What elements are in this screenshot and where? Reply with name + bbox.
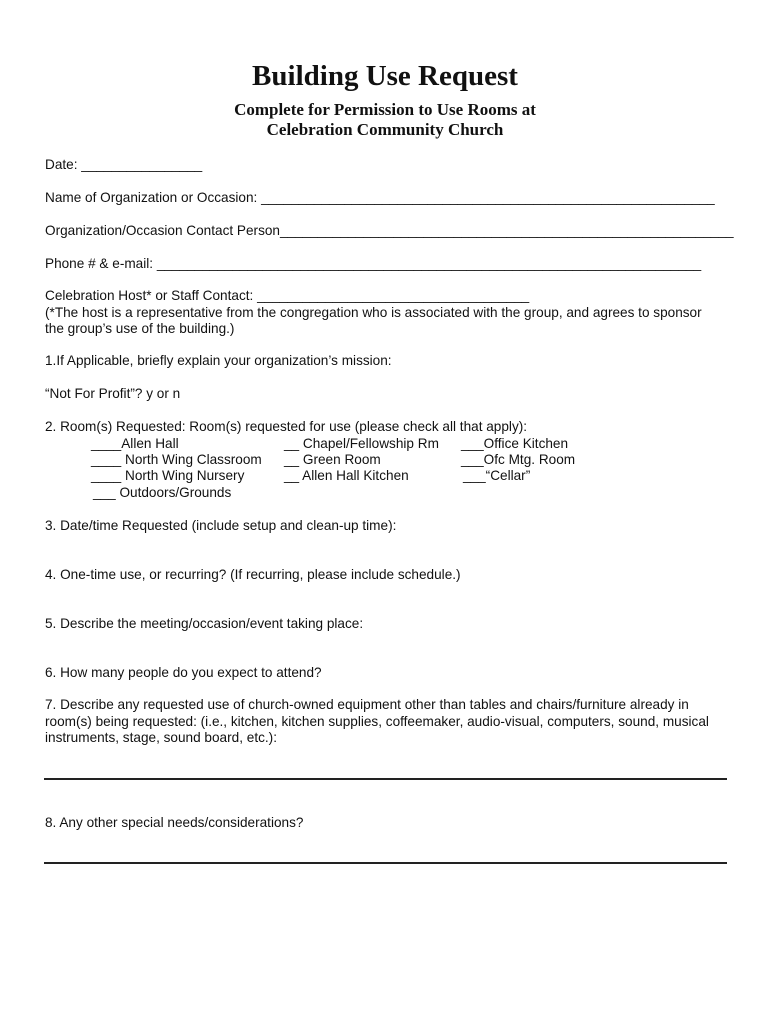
- question-4-recurring: 4. One-time use, or recurring? (If recurring, please include schedule.): [45, 567, 461, 582]
- host-note-line-1: (*The host is a representative from the congregation who is associated with the group, and agrees to sponsor: [45, 305, 702, 320]
- answer-line-question-8[interactable]: [44, 862, 727, 864]
- question-1-mission: 1.If Applicable, briefly explain your organization’s mission:: [45, 353, 392, 368]
- room-option-outdoors-grounds[interactable]: ___ Outdoors/Grounds: [93, 485, 232, 500]
- answer-line-question-7[interactable]: [44, 778, 727, 780]
- room-option-chapel-fellowship[interactable]: __ Chapel/Fellowship Rm: [284, 436, 439, 451]
- form-title: Building Use Request: [252, 60, 518, 92]
- organization-name-field[interactable]: Name of Organization or Occasion: ____________________________________________________________: [45, 190, 715, 205]
- form-subtitle-line-1: Complete for Permission to Use Rooms at: [234, 100, 536, 119]
- room-option-ofc-mtg-room[interactable]: ___Ofc Mtg. Room: [461, 452, 576, 467]
- host-note-line-2: the group’s use of the building.): [45, 321, 235, 336]
- question-5-describe-event: 5. Describe the meeting/occasion/event taking place:: [45, 616, 364, 631]
- question-3-date-time: 3. Date/time Requested (include setup and clean-up time):: [45, 518, 397, 533]
- form-subtitle-line-2: Celebration Community Church: [266, 120, 504, 139]
- question-7-line-1: 7. Describe any requested use of church-owned equipment other than tables and chairs/furniture already in: [45, 697, 689, 712]
- host-contact-field[interactable]: Celebration Host* or Staff Contact: ____________________________________: [45, 288, 530, 303]
- question-7-line-2: room(s) being requested: (i.e., kitchen, kitchen supplies, coffeemaker, audio-visual, computers, sound, musical: [45, 714, 709, 729]
- question-7-line-3: instruments, stage, sound board, etc.):: [45, 730, 277, 745]
- question-2-rooms: 2. Room(s) Requested: Room(s) requested for use (please check all that apply):: [45, 419, 528, 434]
- question-6-attendance: 6. How many people do you expect to attend?: [45, 665, 322, 680]
- question-8-special-needs: 8. Any other special needs/considerations?: [45, 815, 304, 830]
- room-option-cellar[interactable]: ___“Cellar”: [463, 468, 531, 483]
- room-option-north-wing-nursery[interactable]: ____ North Wing Nursery: [91, 468, 245, 483]
- room-option-north-wing-classroom[interactable]: ____ North Wing Classroom: [91, 452, 262, 467]
- phone-email-field[interactable]: Phone # & e-mail: ________________________________________________________________________: [45, 256, 702, 271]
- room-option-allen-hall-kitchen[interactable]: __ Allen Hall Kitchen: [284, 468, 409, 483]
- contact-person-field[interactable]: Organization/Occasion Contact Person____________________________________________________________: [45, 223, 734, 238]
- room-option-green-room[interactable]: __ Green Room: [284, 452, 381, 467]
- not-for-profit-question: “Not For Profit”? y or n: [45, 386, 181, 401]
- room-option-allen-hall[interactable]: ____Allen Hall: [91, 436, 179, 451]
- room-option-office-kitchen[interactable]: ___Office Kitchen: [461, 436, 569, 451]
- date-field[interactable]: Date: ________________: [45, 157, 203, 172]
